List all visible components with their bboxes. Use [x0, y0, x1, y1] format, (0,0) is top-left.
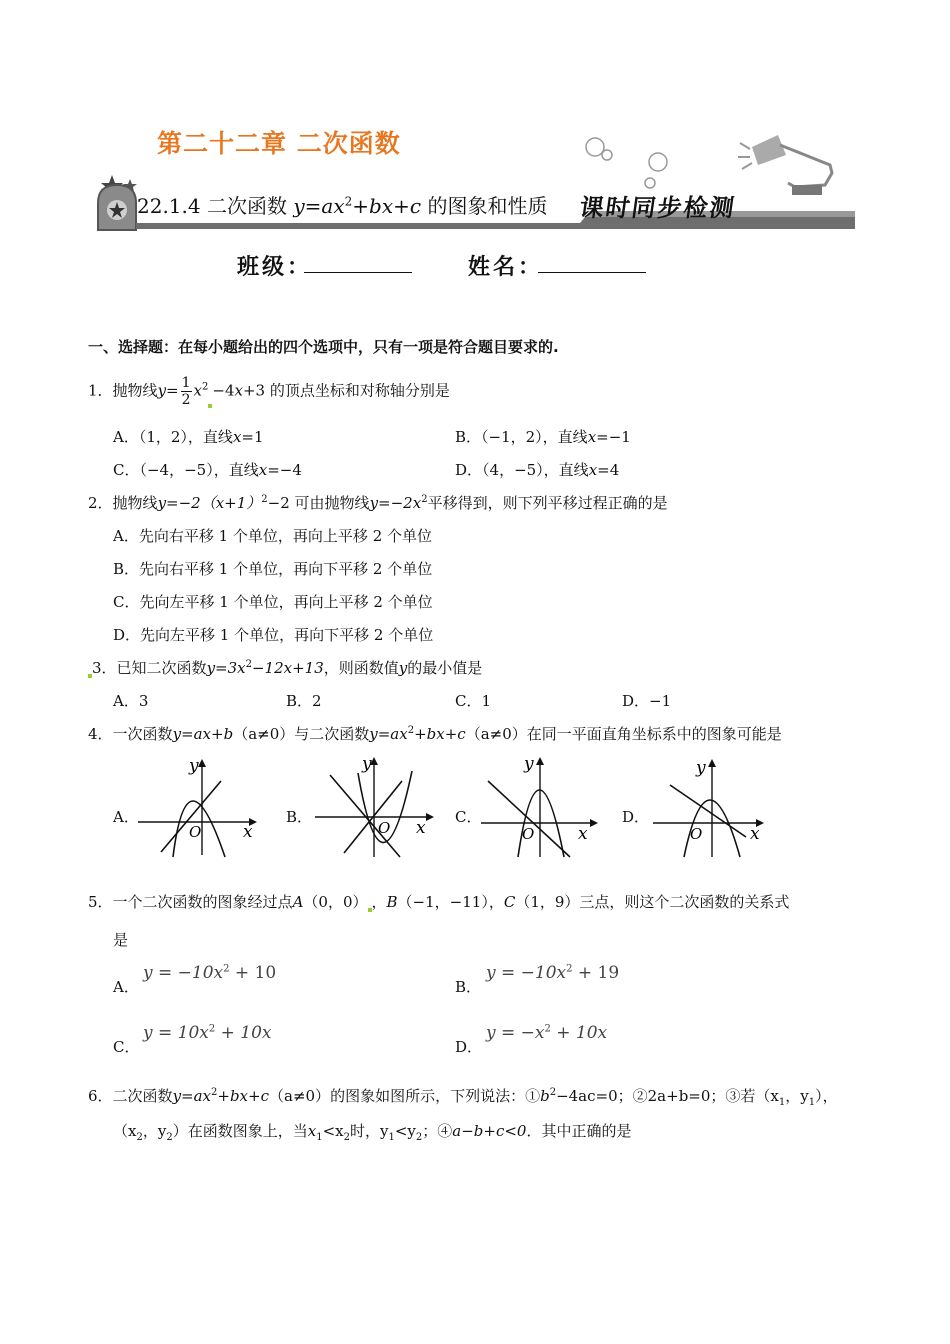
formula-var: x	[258, 461, 268, 479]
point-coords: （1，9）	[515, 893, 580, 911]
q4-graph-d[interactable]	[650, 755, 775, 860]
formula: + 19	[572, 963, 620, 983]
chapter-title: 第二十二章 二次函数	[157, 129, 401, 158]
section-title	[137, 190, 547, 219]
y-axis-label: y	[696, 758, 706, 778]
q2-option-d[interactable]	[113, 624, 433, 645]
q5-option-c-formula	[143, 1023, 272, 1043]
y-axis-arrow-icon	[536, 757, 544, 765]
section-suffix: 的图象和性质	[427, 194, 548, 218]
formula-part: y	[293, 194, 305, 218]
option-text: 2	[312, 692, 322, 710]
origin-label: O	[189, 823, 202, 841]
option-label: C．	[113, 1038, 140, 1056]
option-text: 先向左平移 1 个单位，再向下平移 2 个单位	[140, 626, 434, 644]
option-text: 3	[138, 692, 149, 710]
annotation-mark	[208, 404, 212, 408]
class-label: 班级：	[237, 255, 313, 280]
x-axis-label: x	[243, 822, 253, 842]
option-text: 先向右平移 1 个单位，再向上平移 2 个单位	[138, 527, 433, 545]
option-text: （−4，−5），直线	[139, 461, 259, 479]
formula-part: 2	[344, 194, 353, 209]
option-value: =1	[241, 428, 264, 446]
question-text: 的图象如图所示，下列说法：①	[330, 1087, 541, 1105]
question-text: 一次函数	[112, 725, 173, 743]
question-text: 二次函数	[112, 1087, 173, 1105]
name-label: 姓名：	[468, 255, 544, 280]
formula-exponent: 2	[407, 725, 415, 736]
question-text: 三点，则这个二次函数的关系式	[579, 893, 790, 911]
line-graph	[488, 781, 570, 857]
statement: ，y	[142, 1122, 167, 1140]
question-text: ，则函数值	[323, 659, 399, 677]
formula-exponent: 2	[202, 381, 209, 393]
question-text: 在同一平面直角坐标系中的图象可能是	[526, 725, 782, 743]
formula-var: x	[193, 381, 203, 400]
question-3-stem	[88, 657, 482, 678]
formula: y=ax+b	[172, 725, 234, 743]
option-text: 先向左平移 1 个单位，再向上平移 2 个单位	[139, 593, 433, 611]
formula-part: c	[409, 194, 422, 218]
formula: y = −10x	[143, 963, 224, 983]
formula-part: +	[352, 194, 370, 218]
option-label: A．	[113, 978, 139, 996]
formula-part: bx	[369, 194, 394, 218]
option-value: =−1	[596, 428, 631, 446]
q5-option-a-formula	[143, 963, 276, 983]
section-number: 22.1.4	[137, 194, 201, 218]
question-number: 2．	[88, 494, 113, 512]
subscript: 2	[136, 1132, 143, 1143]
bubble-icon	[645, 178, 655, 188]
formula-exponent: 2	[208, 1023, 216, 1035]
statement: ）在函数图象上，当	[172, 1122, 308, 1140]
statement: ，y	[785, 1087, 809, 1105]
subscript: 1	[388, 1132, 395, 1143]
question-5-stem	[88, 891, 789, 912]
option-label: C．	[455, 692, 482, 710]
option-label: D．	[455, 1038, 483, 1056]
formula-var: y	[398, 659, 408, 677]
separator: ，	[488, 893, 504, 911]
name-input-line[interactable]	[538, 272, 646, 273]
formula-part: −4	[212, 381, 235, 400]
point-name: B	[386, 893, 398, 911]
formula-var: x	[232, 428, 242, 446]
x-axis-label: x	[578, 824, 588, 844]
q5-option-b-formula	[486, 963, 619, 983]
formula-var: x	[307, 1122, 317, 1140]
x-axis-label: x	[416, 818, 426, 838]
question-text: 一个二次函数的图象经过点	[112, 893, 293, 911]
question-text: 平移得到，则下列平移过程正确的是	[427, 494, 668, 512]
point-name: C	[503, 893, 516, 911]
formula-var: x	[234, 381, 243, 400]
q2-option-c[interactable]	[113, 591, 433, 612]
origin-label: O	[378, 819, 391, 837]
statement: ），	[815, 1087, 838, 1105]
y-axis-arrow-icon	[198, 759, 206, 767]
question-text: +3 的顶点坐标和对称轴分别是	[242, 381, 450, 400]
bubble-icon	[586, 138, 604, 156]
q1-option-d[interactable]	[455, 459, 619, 480]
question-number: 3．	[92, 659, 117, 677]
question-6-stem-cont	[113, 1120, 631, 1143]
option-label: D．	[113, 626, 141, 644]
q3-option-a[interactable]	[113, 690, 148, 711]
statement: ；④	[422, 1122, 453, 1140]
subscript: 2	[415, 1132, 423, 1143]
fraction	[181, 375, 192, 408]
q4-option-c-label[interactable]: C．	[455, 808, 482, 826]
q2-option-b[interactable]	[113, 558, 432, 579]
option-text: （4，−5），直线	[482, 461, 589, 479]
formula: + 10x	[550, 1023, 608, 1043]
option-label: B．	[455, 978, 482, 996]
formula: −12x+13	[251, 659, 324, 677]
formula-exponent: 2	[566, 963, 573, 975]
question-5-stem-cont: 是	[113, 931, 129, 949]
q3-option-b[interactable]	[286, 690, 322, 711]
option-text: 先向右平移 1 个单位，再向下平移 2 个单位	[139, 560, 433, 578]
statement: （x	[113, 1122, 137, 1140]
origin-label: O	[522, 825, 535, 843]
option-text: −1	[649, 692, 672, 710]
formula-part: ax	[321, 194, 345, 218]
formula: +bx+c	[414, 725, 466, 743]
q3-option-d[interactable]	[622, 690, 671, 711]
q5-option-a[interactable]	[113, 976, 139, 997]
separator: ，	[371, 893, 387, 911]
subscript: 1	[808, 1097, 816, 1108]
option-text: （1，2），直线	[138, 428, 233, 446]
option-label: A．	[113, 428, 139, 446]
question-text: −2 可由抛物线	[267, 494, 370, 512]
formula: + 10x	[215, 1023, 272, 1043]
statement: 时，y	[349, 1122, 389, 1140]
q3-option-c[interactable]	[455, 690, 491, 711]
question-text: 抛物线	[112, 381, 158, 400]
option-label: C．	[113, 593, 140, 611]
option-label: A．	[113, 692, 139, 710]
option-label: D．	[455, 461, 483, 479]
y-axis-label: y	[524, 754, 534, 774]
subscript: 1	[778, 1097, 786, 1108]
q5-option-d-formula	[486, 1023, 607, 1043]
bubble-icon	[649, 153, 667, 171]
formula: a−b+c<0	[452, 1122, 527, 1140]
formula: y=−2x	[369, 494, 422, 512]
desk-lamp-icon	[738, 135, 832, 195]
line-graph	[330, 775, 400, 857]
question-number: 1．	[88, 381, 113, 400]
point-coords: （0，0）	[303, 893, 368, 911]
x-axis-label: x	[750, 824, 760, 844]
option-label: C．	[113, 461, 140, 479]
formula-part: +	[393, 194, 410, 218]
formula: y=3x	[206, 659, 246, 677]
formula: +bx+c	[217, 1087, 269, 1105]
statement: −4ac=0；②	[556, 1087, 648, 1105]
formula-exponent: 2	[245, 659, 252, 670]
bubble-icon	[602, 150, 612, 160]
y-axis-arrow-icon	[708, 759, 716, 767]
q4-option-d-label[interactable]: D．	[622, 808, 650, 826]
formula-exponent: 2	[421, 494, 428, 505]
q5-option-c[interactable]	[113, 1036, 139, 1057]
question-6-stem	[88, 1085, 838, 1108]
formula: y=ax	[369, 725, 408, 743]
subscript: 2	[166, 1132, 173, 1143]
option-label: A．	[113, 527, 139, 545]
formula-exponent: 2	[223, 963, 230, 975]
formula-var: b	[540, 1087, 550, 1105]
question-number: 6．	[88, 1087, 113, 1105]
option-label: B．	[455, 428, 482, 446]
q4-graph-c[interactable]	[478, 753, 603, 860]
question-4-stem	[88, 723, 782, 744]
q1-option-b[interactable]	[455, 426, 631, 447]
q2-option-a[interactable]	[113, 525, 432, 546]
formula: y=ax	[172, 1087, 212, 1105]
formula-part: =	[304, 194, 322, 218]
question-1-stem	[88, 375, 450, 408]
fraction-numerator: 1	[181, 375, 191, 391]
question-text: 抛物线	[112, 494, 158, 512]
x-axis-arrow-icon	[590, 819, 598, 827]
question-2-stem	[88, 492, 668, 513]
question-number: 4．	[88, 725, 113, 743]
q1-option-a[interactable]	[113, 426, 264, 447]
q1-option-c[interactable]	[113, 459, 302, 480]
formula: + 10	[229, 963, 277, 983]
formula: y = −10x	[486, 963, 567, 983]
formula-condition: （a≠0）	[269, 1087, 331, 1105]
formula-condition: （a≠0）	[465, 725, 527, 743]
line-graph	[161, 781, 221, 852]
question-number: 5．	[88, 893, 113, 911]
formula-condition: （a≠0）	[233, 725, 295, 743]
formula-part: =	[166, 381, 179, 400]
q5-option-d[interactable]	[455, 1036, 482, 1057]
origin-label: O	[690, 825, 703, 843]
question-text: ．其中正确的是	[526, 1122, 632, 1140]
question-text: 的最小值是	[407, 659, 483, 677]
subscript: 2	[343, 1132, 350, 1143]
formula-exponent: 2	[544, 1023, 551, 1035]
option-value: =−4	[267, 461, 302, 479]
option-label: B．	[113, 560, 140, 578]
q4-option-a-label[interactable]: A．	[113, 808, 139, 826]
formula-exponent: 2	[549, 1087, 557, 1098]
formula-var: x	[587, 428, 597, 446]
formula-exponent: 2	[261, 494, 268, 505]
q4-option-b-label[interactable]: B．	[286, 808, 313, 826]
q4-graph-a[interactable]	[135, 755, 260, 860]
x-axis-arrow-icon	[426, 813, 434, 821]
option-value: =4	[597, 461, 620, 479]
subscript: 1	[316, 1132, 323, 1143]
q5-option-b[interactable]	[455, 976, 481, 997]
y-axis-label: y	[189, 756, 199, 776]
q4-graph-b[interactable]	[312, 753, 437, 860]
fraction-denominator: 2	[181, 392, 191, 408]
y-axis-label: y	[362, 754, 372, 774]
formula-exponent: 2	[211, 1087, 218, 1098]
question-text: 与二次函数	[294, 725, 370, 743]
line-graph	[670, 785, 746, 837]
point-coords: （−1，−11）	[397, 893, 489, 911]
formula: y = 10x	[143, 1023, 209, 1043]
formula: y=−2（x+1）	[157, 494, 262, 512]
option-label: B．	[286, 692, 313, 710]
part-one-heading: 一、选择题：在每小题给出的四个选项中，只有一项是符合题目要求的.	[88, 338, 559, 356]
banner-subtitle: 课时同步检测	[577, 193, 738, 222]
option-text: （−1，2），直线	[481, 428, 588, 446]
option-text: 1	[481, 692, 492, 710]
statement: 2a+b=0；③若（x	[647, 1087, 779, 1105]
option-label: D．	[622, 692, 650, 710]
section-text: 二次函数	[206, 194, 287, 218]
question-text: 已知二次函数	[116, 659, 207, 677]
formula-var: y	[157, 381, 167, 400]
point-name: A	[292, 893, 304, 911]
statement: <y	[394, 1122, 416, 1140]
formula-var: x	[588, 461, 598, 479]
formula: y = −x	[486, 1023, 545, 1043]
class-input-line[interactable]	[304, 272, 412, 273]
statement: <x	[322, 1122, 344, 1140]
